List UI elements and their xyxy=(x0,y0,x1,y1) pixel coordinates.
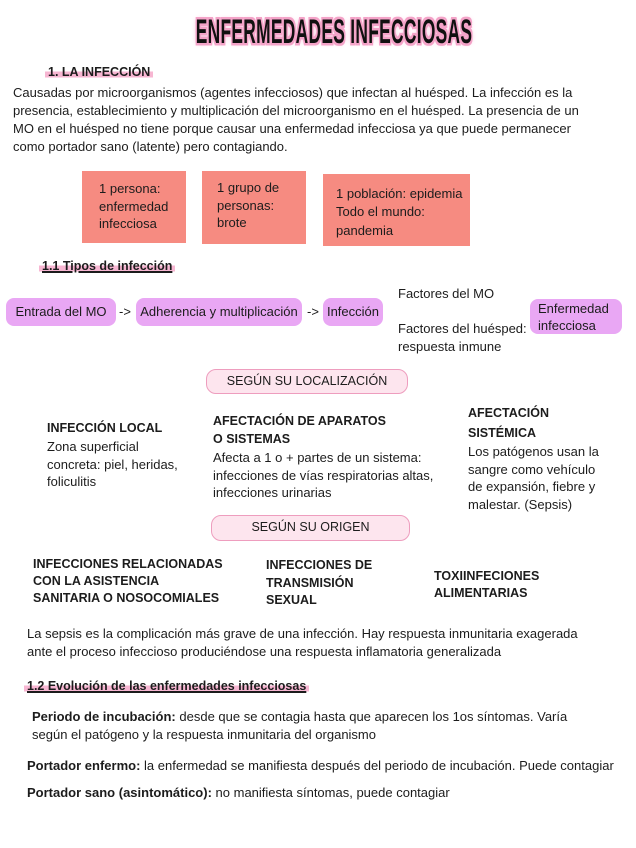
flow-step-infection: Infección xyxy=(323,298,383,326)
evolution-item-incubation xyxy=(32,708,567,743)
origin-col-line: TRANSMISIÓN xyxy=(266,575,354,590)
definition-healthy-carrier: no manifiesta síntomas, puede contagiar xyxy=(215,785,450,800)
definition-incubation-continued: según el patógeno y la respuesta inmunitaria del organismo xyxy=(32,726,376,742)
flow-arrow: -> xyxy=(119,304,131,319)
origin-col-healthcare xyxy=(33,556,223,607)
sepsis-paragraph xyxy=(27,625,578,661)
section-heading-types xyxy=(39,257,175,275)
factor-host-line: respuesta inmune xyxy=(398,339,502,354)
pill-by-location: SEGÚN SU LOCALIZACIÓN xyxy=(206,369,408,394)
location-col-title xyxy=(468,404,599,443)
location-col-body-line: foliculitis xyxy=(47,474,97,489)
location-col-body-line: infecciones de vías respiratorias altas, xyxy=(213,467,434,483)
flow-result-disease xyxy=(530,299,622,334)
page-title: ENFERMEDADES INFECCIOSAS xyxy=(195,12,473,51)
location-col-body-line: de expansión, fiebre y xyxy=(468,479,596,495)
origin-col-line: INFECCIONES RELACIONADAS xyxy=(33,556,223,571)
scope-box-line: 1 persona: xyxy=(99,181,161,196)
definition-incubation: desde que se contagia hasta que aparecen los 1os síntomas. Varía xyxy=(179,709,568,724)
intro-line: presencia, establecimiento y multiplicación del microorganismo en el huésped. La presencia de un xyxy=(13,103,579,118)
origin-col-line: INFECCIONES DE xyxy=(266,558,373,572)
location-col-title-line: INFECCIÓN LOCAL xyxy=(47,421,163,435)
sepsis-line: ante el proceso infeccioso produciéndose una respuesta inflamatoria generalizada xyxy=(27,644,502,659)
origin-col-food xyxy=(434,568,539,602)
definition-sick-carrier: la enfermedad se manifiesta después del periodo de incubación. Puede contagiar xyxy=(144,758,614,773)
flow-result-line: infecciosa xyxy=(538,317,596,333)
sepsis-line: La sepsis es la complicación más grave de una infección. Hay respuesta inmunitaria exagerada xyxy=(27,626,578,641)
location-col-title-line: AFECTACIÓN DE APARATOS xyxy=(213,414,386,428)
flow-result-line: Enfermedad xyxy=(538,300,609,316)
factor-host xyxy=(398,320,527,356)
scope-box-line: enfermedad xyxy=(99,198,169,214)
origin-col-line: ALIMENTARIAS xyxy=(434,585,528,600)
scope-box-line: 1 grupo de xyxy=(217,180,280,195)
location-col-systems xyxy=(213,412,433,502)
scope-box-group xyxy=(202,171,306,244)
term-healthy-carrier: Portador sano (asintomático): xyxy=(27,785,212,800)
flow-step-entry: Entrada del MO xyxy=(6,298,116,326)
intro-line: Causadas por microorganismos (agentes infecciosos) que infectan al huésped. La infección es la xyxy=(13,85,573,100)
evolution-item-line xyxy=(32,708,567,726)
scope-box-line: pandemia xyxy=(336,222,394,238)
scope-box-line: 1 población: epidemia xyxy=(336,185,463,201)
origin-col-line: TOXIINFECIONES xyxy=(434,568,540,583)
location-col-body-line: infecciones urinarias xyxy=(213,485,332,500)
section-heading-types-text: 1.1 Tipos de infección xyxy=(39,259,175,273)
location-col-body-line: Afecta a 1 o + partes de un sistema: xyxy=(213,450,422,465)
scope-box-person xyxy=(82,171,186,243)
section-heading-evolution xyxy=(24,677,309,695)
location-col-body xyxy=(47,438,178,491)
evolution-item-healthy-carrier xyxy=(27,784,450,802)
scope-box-population xyxy=(323,174,470,246)
intro-line: como portador sano (latente) pero contagiando. xyxy=(13,139,288,154)
location-col-body-line: concreta: piel, heridas, xyxy=(47,456,178,472)
location-col-body-line: sangre como vehículo xyxy=(468,461,596,477)
origin-col-line: SEXUAL xyxy=(266,593,317,607)
pill-by-origin: SEGÚN SU ORIGEN xyxy=(211,515,410,541)
location-col-body-line: Zona superficial xyxy=(47,439,139,454)
flow-arrow: -> xyxy=(307,304,319,319)
location-col-body-line: Los patógenos usan la xyxy=(468,444,599,459)
origin-col-line: CON LA ASISTENCIA xyxy=(33,573,160,588)
location-col-title-line: AFECTACIÓN xyxy=(468,406,550,420)
scope-box-line: personas: xyxy=(217,197,275,213)
location-col-body xyxy=(213,449,433,502)
location-col-body xyxy=(468,443,599,513)
evolution-item-line xyxy=(27,757,614,775)
factor-host-line: Factores del huésped: xyxy=(398,321,527,336)
evolution-item-sick-carrier xyxy=(27,757,614,775)
flow-step-adherence: Adherencia y multiplicación xyxy=(136,298,302,326)
intro-line: MO en el huésped no tiene porque causar una enfermedad infecciosa ya que puede permanecer xyxy=(13,121,571,136)
term-incubation: Periodo de incubación: xyxy=(32,709,176,724)
origin-col-sexual xyxy=(266,557,372,610)
term-sick-carrier: Portador enfermo: xyxy=(27,758,141,773)
location-col-body-line: malestar. (Sepsis) xyxy=(468,496,573,512)
location-col-title xyxy=(213,412,433,448)
scope-box-line: Todo el mundo: xyxy=(336,204,425,219)
evolution-item-line xyxy=(27,784,450,802)
location-col-title-line: SISTÉMICA xyxy=(468,425,537,440)
origin-col-line: SANITARIA O NOSOCOMIALES xyxy=(33,590,220,605)
location-col-title xyxy=(47,419,178,437)
section-heading-infection xyxy=(45,63,153,81)
location-col-systemic xyxy=(468,404,599,513)
intro-paragraph xyxy=(13,84,579,156)
page-title-wrap xyxy=(0,12,636,51)
scope-box-line: infecciosa xyxy=(99,216,157,231)
section-heading-evolution-text: 1.2 Evolución de las enfermedades infecciosas xyxy=(24,679,309,693)
location-col-title-line: O SISTEMAS xyxy=(213,432,291,446)
location-col-local xyxy=(47,419,178,491)
factor-microorganism: Factores del MO xyxy=(398,286,495,301)
section-heading-infection-text: 1. LA INFECCIÓN xyxy=(45,65,153,79)
scope-box-line: brote xyxy=(217,215,247,230)
